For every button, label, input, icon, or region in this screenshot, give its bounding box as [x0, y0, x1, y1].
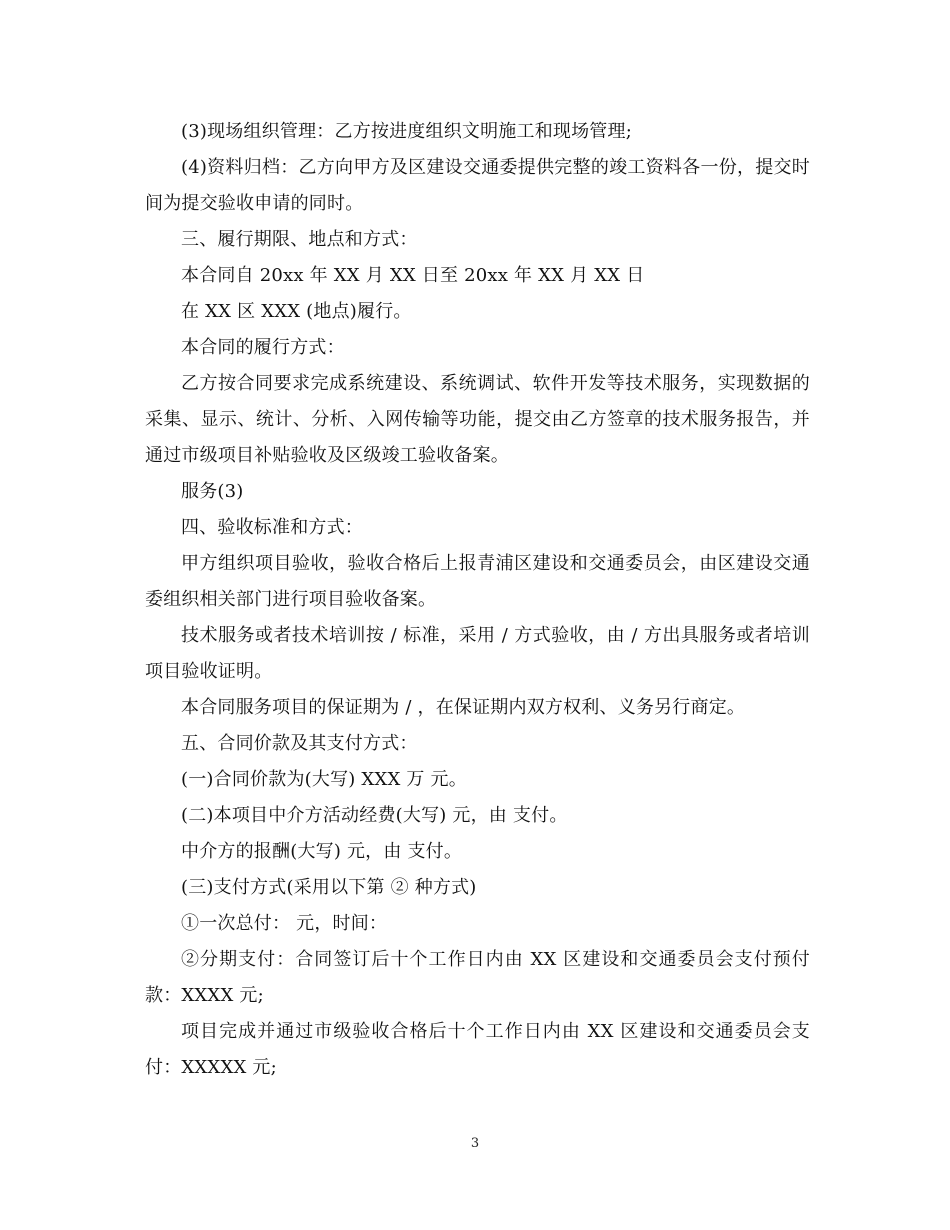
paragraph-service-3: 服务(3): [181, 481, 244, 502]
paragraph-intermediary-reward: 中介方的报酬(大写) 元，由 支付。: [181, 841, 463, 862]
paragraph-acceptance-org: 甲方组织项目验收，验收合格后上报青浦区建设和交通委员会，由区建设交通委组织相关部门进行项目验收备案。: [145, 553, 810, 610]
paragraph-intermediary-fee: (二)本项目中介方活动经费(大写) 元，由 支付。: [181, 805, 568, 826]
paragraph-archive: (4)资料归档：乙方向甲方及区建设交通委提供完整的竣工资料各一份，提交时间为提交验收申请的同时。: [145, 157, 810, 214]
paragraph-contract-price: (一)合同价款为(大写) XXX 万 元。: [181, 769, 467, 790]
paragraph-warranty: 本合同服务项目的保证期为 / ，在保证期内双方权利、义务另行商定。: [181, 697, 746, 718]
paragraph-lump-sum: ①一次总付： 元，时间：: [181, 913, 388, 934]
heading-acceptance: 四、验收标准和方式：: [181, 517, 363, 538]
page-number: 3: [470, 1136, 480, 1151]
heading-price-payment: 五、合同价款及其支付方式：: [181, 733, 418, 754]
document-body: [145, 114, 810, 1086]
paragraph-method-label: 本合同的履行方式：: [181, 337, 345, 358]
heading-term-place-method: 三、履行期限、地点和方式：: [181, 229, 418, 250]
paragraph-payment-method: (三)支付方式(采用以下第 ② 种方式): [181, 877, 477, 898]
paragraph-method-detail: 乙方按合同要求完成系统建设、系统调试、软件开发等技术服务，实现数据的采集、显示、统计、分析、入网传输等功能，提交由乙方签章的技术服务报告，并通过市级项目补贴验收及区级竣工验收备案。: [145, 373, 810, 466]
paragraph-contract-place: 在 XX 区 XXX (地点)履行。: [181, 301, 412, 322]
paragraph-installment: ②分期支付：合同签订后十个工作日内由 XX 区建设和交通委员会支付预付款：XXXX 元;: [145, 949, 810, 1006]
paragraph-final-payment: 项目完成并通过市级验收合格后十个工作日内由 XX 区建设和交通委员会支付：XXXXX 元;: [145, 1021, 810, 1078]
paragraph-site-management: (3)现场组织管理：乙方按进度组织文明施工和现场管理;: [181, 121, 632, 142]
paragraph-contract-period: 本合同自 20xx 年 XX 月 XX 日至 20xx 年 XX 月 XX 日: [181, 265, 645, 286]
paragraph-acceptance-standard: 技术服务或者技术培训按 / 标准，采用 / 方式验收，由 / 方出具服务或者培训项目验收证明。: [145, 625, 810, 682]
